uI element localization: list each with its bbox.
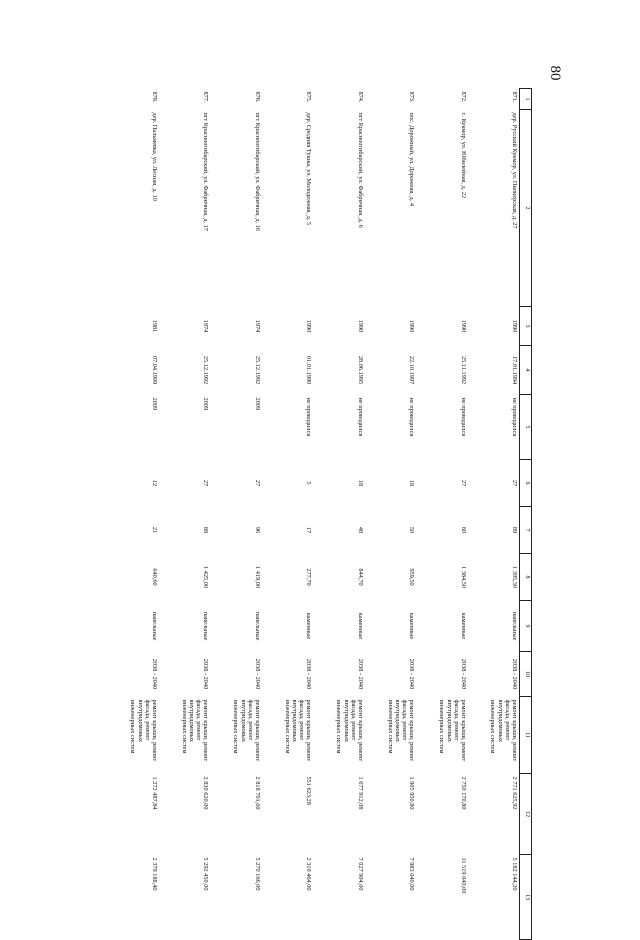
area-cell: 1 395,30 [511, 565, 518, 589]
total-cell: 5 292 450,00 [202, 857, 210, 891]
previous-repair-cell: не проводился [357, 397, 364, 437]
works-cell: ремонт крыши, ремонт фасада, ремонт внутридомовых инженерных систем [180, 699, 210, 762]
works-cell: ремонт крыши, ремонт фасада, ремонт внутридомовых инженерных систем [283, 699, 313, 762]
cost-cell: 2 771 625,92 [511, 776, 518, 810]
period-cell: 2038 - 2040 [305, 658, 313, 690]
wall-material-cell: каменные [460, 612, 467, 640]
date-cell: 01.01.1990 [305, 355, 313, 385]
wall-material-cell: панельные [254, 611, 261, 641]
period-cell: 2038 - 2040 [254, 658, 261, 690]
address-cell: с. Кукмор, ул. Юбилейная, д. 22 [460, 112, 467, 199]
cost-cell: 2 818 701,60 [254, 776, 261, 810]
previous-repair-cell: не проводился [408, 397, 416, 437]
column-header-1: 1 [520, 89, 532, 110]
previous-repair-cell: 2009 [202, 397, 210, 411]
row-number: 871. [511, 91, 518, 103]
area-cell: 1 419,00 [254, 565, 261, 589]
date-cell: 25.12.1992 [202, 355, 210, 385]
apartments-cell: 17 [305, 526, 313, 534]
table-header [520, 89, 532, 940]
works-cell: ремонт крыши, ремонт фасада, ремонт внутридомовых инженерных систем [386, 699, 416, 762]
period-cell: 2038 - 2040 [408, 658, 416, 690]
apartments-cell: 48 [357, 526, 364, 534]
period-cell: 2038 - 2040 [511, 658, 518, 690]
table-row [314, 89, 366, 940]
column-header-6: 6 [520, 460, 532, 507]
column-header-13: 13 [520, 855, 532, 940]
cost-cell: 1 905 950,80 [408, 776, 416, 810]
date-cell: 28.06.1995 [357, 355, 364, 385]
total-cell: 2 310 464,00 [305, 857, 313, 891]
wall-material-cell: панельные [202, 611, 210, 641]
floors-cell: 27 [511, 479, 518, 487]
table-row [468, 89, 520, 940]
column-header-9: 9 [520, 601, 532, 652]
previous-repair-cell: не проводился [511, 397, 518, 437]
cost-cell: 1 272 487,84 [151, 776, 158, 810]
works-cell: ремонт крыши, ремонт фасада, ремонт внутридомовых инженерных систем [232, 699, 261, 762]
wall-material-cell: каменные [408, 612, 416, 640]
apartments-cell: 89 [511, 526, 518, 534]
period-cell: 2038 - 2040 [357, 658, 364, 690]
total-cell: 7 983 040,00 [408, 857, 416, 891]
works-cell: ремонт крыши, ремонт фасада, ремонт внутридомовых инженерных систем [335, 699, 364, 762]
row-number: 872. [460, 91, 467, 103]
address-cell: дер. Русский Кукмор, ул. Пионерская, д. 27 [511, 112, 518, 229]
previous-repair-cell: не проводился [305, 397, 313, 437]
year-cell: 1974 [202, 319, 210, 333]
floors-cell: 12 [151, 479, 158, 487]
column-header-10: 10 [520, 652, 532, 697]
year-cell: 1990 [357, 319, 364, 333]
apartments-cell: 21 [151, 526, 158, 534]
year-cell: 1981 [151, 319, 158, 333]
table-row [262, 89, 314, 940]
total-cell: 2 379 188,40 [151, 857, 158, 891]
date-cell: 22.10.1997 [408, 355, 416, 385]
header-row [520, 89, 532, 940]
row-number: 876. [254, 91, 261, 103]
wall-material-cell: каменные [357, 612, 364, 640]
area-cell: 844,70 [357, 568, 364, 586]
year-cell: 1990 [511, 319, 518, 333]
area-cell: 959,50 [408, 568, 416, 586]
area-cell: 1 384,50 [460, 565, 467, 589]
register-table [108, 88, 533, 940]
table-body [108, 89, 520, 940]
row-number: 873. [408, 91, 416, 103]
period-cell: 2038 - 2040 [202, 658, 210, 690]
previous-repair-cell: 2009 [151, 397, 158, 411]
table-row [211, 89, 263, 940]
row-number: 878. [151, 91, 158, 103]
row-number: 874. [357, 91, 364, 103]
wall-material-cell: панельные [151, 611, 158, 641]
works-cell: ремонт крыши, ремонт фасада, ремонт внутридомовых инженерных систем [129, 699, 158, 762]
floors-cell: 5 [305, 481, 313, 485]
area-cell: 1 425,00 [202, 565, 210, 589]
year-cell: 1990 [305, 319, 313, 333]
date-cell: 07.04.1999 [151, 355, 158, 385]
date-cell: 17.01.1994 [511, 355, 518, 385]
apartments-cell: 50 [408, 526, 416, 534]
table-row [365, 89, 417, 940]
address-cell: пгт Красноогибарский, ул. Фабричная, д. 6 [357, 112, 364, 228]
year-cell: 1974 [254, 319, 261, 333]
address-cell: дер. Пальмевка, ул. Лесная, д. 10 [151, 112, 158, 201]
period-cell: 2038 - 2040 [460, 658, 467, 690]
area-cell: 277,70 [305, 568, 313, 586]
table-row [159, 89, 211, 940]
floors-cell: 27 [460, 479, 467, 487]
register-table-wrapper [112, 88, 532, 900]
floors-cell: 27 [254, 479, 261, 487]
previous-repair-cell: не проводился [460, 397, 467, 437]
cost-cell: 2 830 620,00 [202, 776, 210, 810]
floors-cell: 18 [408, 479, 416, 487]
cost-cell: 551 623,28 [305, 776, 313, 805]
column-header-4: 4 [520, 346, 532, 395]
apartments-cell: 80 [460, 526, 467, 534]
row-number: 877. [202, 91, 210, 103]
works-cell: ремонт крыши, ремонт фасада, ремонт внутридомовых инженерных систем [489, 699, 518, 762]
address-cell: пгт Красноогибарский, ул. Фабричная, д. 16 [254, 112, 261, 231]
column-header-11: 11 [520, 697, 532, 774]
date-cell: 25.11.1992 [460, 355, 467, 385]
column-header-7: 7 [520, 507, 532, 554]
previous-repair-cell: 2009 [254, 397, 261, 411]
row-number: 875. [305, 91, 313, 103]
year-cell: 1990 [460, 319, 467, 333]
apartments-cell: 96 [254, 526, 261, 534]
floors-cell: 18 [357, 479, 364, 487]
period-cell: 2038 - 2040 [151, 658, 158, 690]
cost-cell: 2 750 170,80 [460, 776, 467, 810]
table-row [108, 89, 160, 940]
column-header-8: 8 [520, 554, 532, 601]
year-cell: 1990 [408, 319, 416, 333]
column-header-5: 5 [520, 395, 532, 460]
total-cell: 7 027 904,00 [357, 857, 364, 891]
column-header-2: 2 [520, 110, 532, 307]
apartments-cell: 88 [202, 526, 210, 534]
column-header-12: 12 [520, 774, 532, 855]
total-cell: 5 270 166,00 [254, 857, 261, 891]
table-row [417, 89, 469, 940]
cost-cell: 1 677 912,08 [357, 776, 364, 810]
column-header-3: 3 [520, 307, 532, 346]
wall-material-cell: каменные [305, 612, 313, 640]
address-cell: пос. Дорожный, ул. Дорожная, д. 4 [408, 112, 416, 206]
works-cell: ремонт крыши, ремонт фасада, ремонт внутридомовых инженерных систем [438, 699, 467, 762]
wall-material-cell: панельные [511, 611, 518, 641]
floors-cell: 27 [202, 479, 210, 487]
address-cell: пгт Красноогибарский, ул. Фабричная, д. 17 [202, 112, 210, 231]
area-cell: 640,60 [151, 568, 158, 586]
page-number: 80 [547, 65, 563, 81]
total-cell: 5 182 144,20 [511, 857, 518, 891]
date-cell: 25.12.1992 [254, 355, 261, 385]
total-cell: 11 519 040,00 [460, 857, 467, 894]
address-cell: дер. Средняя Тушка, ул. Молодежная, д. 5 [305, 112, 313, 226]
